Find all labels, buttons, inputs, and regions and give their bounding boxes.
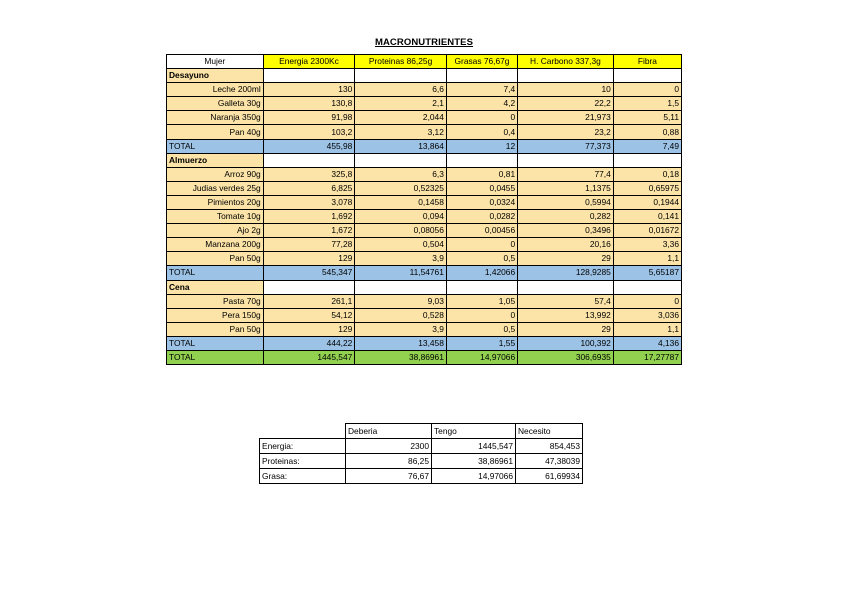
- value-cell: 103,2: [263, 125, 355, 139]
- value-cell: 0,0282: [446, 210, 517, 224]
- value-cell: 2,1: [355, 97, 447, 111]
- value-cell: 77,4: [518, 167, 614, 181]
- table-row: [167, 210, 682, 224]
- section-name: Cena: [167, 280, 264, 294]
- value-cell: 0,88: [613, 125, 681, 139]
- food-name: Ajo 2g: [167, 224, 264, 238]
- grand-total-value: 1445,547: [263, 350, 355, 364]
- value-cell: 130: [263, 83, 355, 97]
- empty-cell: [613, 280, 681, 294]
- value-cell: 1,1375: [518, 181, 614, 195]
- grand-total-value: 14,97066: [446, 350, 517, 364]
- value-cell: 0,4: [446, 125, 517, 139]
- food-name: Leche 200ml: [167, 83, 264, 97]
- summary-value: 2300: [346, 439, 432, 454]
- total-value: 11,54761: [355, 266, 447, 280]
- food-name: Tomate 10g: [167, 210, 264, 224]
- value-cell: 0,528: [355, 308, 447, 322]
- value-cell: 129: [263, 322, 355, 336]
- food-name: Pan 50g: [167, 322, 264, 336]
- value-cell: 0,0455: [446, 181, 517, 195]
- empty-cell: [518, 69, 614, 83]
- empty-cell: [446, 69, 517, 83]
- summary-value: 76,67: [346, 469, 432, 484]
- summary-value: 61,69934: [516, 469, 583, 484]
- empty-cell: [263, 280, 355, 294]
- value-cell: 21,973: [518, 111, 614, 125]
- table-row: [167, 125, 682, 139]
- total-value: 5,65187: [613, 266, 681, 280]
- value-cell: 1,1: [613, 322, 681, 336]
- value-cell: 4,2: [446, 97, 517, 111]
- section-row: [167, 280, 682, 294]
- empty-cell: [355, 153, 447, 167]
- food-name: Naranja 350g: [167, 111, 264, 125]
- summary-row: [260, 454, 583, 469]
- empty-cell: [518, 280, 614, 294]
- value-cell: 3,9: [355, 322, 447, 336]
- value-cell: 0,18: [613, 167, 681, 181]
- value-cell: 3,12: [355, 125, 447, 139]
- value-cell: 3,078: [263, 195, 355, 209]
- value-cell: 0: [446, 308, 517, 322]
- food-name: Pan 40g: [167, 125, 264, 139]
- section-row: [167, 153, 682, 167]
- table-row: [167, 195, 682, 209]
- value-cell: 0,00456: [446, 224, 517, 238]
- column-header: Grasas 76,67g: [446, 55, 517, 69]
- food-name: Pimientos 20g: [167, 195, 264, 209]
- summary-column-header: Necesito: [516, 424, 583, 439]
- value-cell: 20,16: [518, 238, 614, 252]
- table-row: [167, 167, 682, 181]
- grand-total-value: 306,6935: [518, 350, 614, 364]
- summary-table: [259, 423, 583, 484]
- value-cell: 57,4: [518, 294, 614, 308]
- value-cell: 0: [446, 238, 517, 252]
- section-row: [167, 69, 682, 83]
- summary-column-header: Tengo: [432, 424, 516, 439]
- value-cell: 0,1944: [613, 195, 681, 209]
- total-value: 545,347: [263, 266, 355, 280]
- summary-value: 38,86961: [432, 454, 516, 469]
- summary-label: Grasa:: [260, 469, 346, 484]
- value-cell: 0,5994: [518, 195, 614, 209]
- empty-cell: [355, 69, 447, 83]
- total-value: 13,458: [355, 336, 447, 350]
- value-cell: 0,65975: [613, 181, 681, 195]
- empty-cell: [518, 153, 614, 167]
- value-cell: 0,08056: [355, 224, 447, 238]
- value-cell: 3,9: [355, 252, 447, 266]
- grand-total-label: TOTAL: [167, 350, 264, 364]
- summary-column-header: Deberia: [346, 424, 432, 439]
- value-cell: 7,4: [446, 83, 517, 97]
- total-value: 77,373: [518, 139, 614, 153]
- grand-total-row: [167, 350, 682, 364]
- total-value: 7,49: [613, 139, 681, 153]
- page-title: MACRONUTRIENTES: [374, 37, 474, 48]
- value-cell: 1,692: [263, 210, 355, 224]
- column-header: H. Carbono 337,3g: [518, 55, 614, 69]
- summary-label: Energia:: [260, 439, 346, 454]
- empty-cell: [263, 69, 355, 83]
- value-cell: 0,01672: [613, 224, 681, 238]
- total-label: TOTAL: [167, 336, 264, 350]
- food-name: Galleta 30g: [167, 97, 264, 111]
- header-row: [167, 55, 682, 69]
- table-row: [167, 111, 682, 125]
- value-cell: 9,03: [355, 294, 447, 308]
- value-cell: 23,2: [518, 125, 614, 139]
- section-total-row: [167, 266, 682, 280]
- table-row: [167, 294, 682, 308]
- value-cell: 129: [263, 252, 355, 266]
- total-label: TOTAL: [167, 266, 264, 280]
- section-total-row: [167, 139, 682, 153]
- summary-value: 1445,547: [432, 439, 516, 454]
- food-name: Pan 50g: [167, 252, 264, 266]
- value-cell: 29: [518, 252, 614, 266]
- value-cell: 13,992: [518, 308, 614, 322]
- food-name: Manzana 200g: [167, 238, 264, 252]
- empty-cell: [263, 153, 355, 167]
- total-value: 13,864: [355, 139, 447, 153]
- table-row: [167, 322, 682, 336]
- column-header: Proteinas 86,25g: [355, 55, 447, 69]
- empty-cell: [355, 280, 447, 294]
- section-name: Almuerzo: [167, 153, 264, 167]
- summary-header-row: [260, 424, 583, 439]
- value-cell: 0,3496: [518, 224, 614, 238]
- value-cell: 54,12: [263, 308, 355, 322]
- food-name: Arroz 90g: [167, 167, 264, 181]
- total-value: 1,55: [446, 336, 517, 350]
- table-row: [167, 181, 682, 195]
- value-cell: 3,036: [613, 308, 681, 322]
- table-row: [167, 83, 682, 97]
- empty-corner: [260, 424, 346, 439]
- value-cell: 0,5: [446, 252, 517, 266]
- value-cell: 3,36: [613, 238, 681, 252]
- value-cell: 0,094: [355, 210, 447, 224]
- value-cell: 0,1458: [355, 195, 447, 209]
- total-label: TOTAL: [167, 139, 264, 153]
- value-cell: 0,81: [446, 167, 517, 181]
- total-value: 455,98: [263, 139, 355, 153]
- value-cell: 6,3: [355, 167, 447, 181]
- value-cell: 130,8: [263, 97, 355, 111]
- value-cell: 261,1: [263, 294, 355, 308]
- value-cell: 10: [518, 83, 614, 97]
- value-cell: 29: [518, 322, 614, 336]
- summary-value: 854,453: [516, 439, 583, 454]
- summary-label: Proteinas:: [260, 454, 346, 469]
- value-cell: 0,5: [446, 322, 517, 336]
- value-cell: 5,11: [613, 111, 681, 125]
- value-cell: 0: [613, 83, 681, 97]
- total-value: 4,136: [613, 336, 681, 350]
- column-header: Energia 2300Kc: [263, 55, 355, 69]
- value-cell: 0,52325: [355, 181, 447, 195]
- summary-value: 86,25: [346, 454, 432, 469]
- value-cell: 1,1: [613, 252, 681, 266]
- total-value: 12: [446, 139, 517, 153]
- value-cell: 0,141: [613, 210, 681, 224]
- table-row: [167, 252, 682, 266]
- summary-value: 14,97066: [432, 469, 516, 484]
- food-name: Pasta 70g: [167, 294, 264, 308]
- grand-total-value: 17,27787: [613, 350, 681, 364]
- grand-total-value: 38,86961: [355, 350, 447, 364]
- food-name: Judias verdes 25g: [167, 181, 264, 195]
- column-header: Fibra: [613, 55, 681, 69]
- value-cell: 0,0324: [446, 195, 517, 209]
- macronutrients-table: [166, 54, 682, 365]
- value-cell: 1,672: [263, 224, 355, 238]
- value-cell: 91,98: [263, 111, 355, 125]
- total-value: 128,9285: [518, 266, 614, 280]
- empty-cell: [446, 153, 517, 167]
- food-name: Pera 150g: [167, 308, 264, 322]
- section-name: Desayuno: [167, 69, 264, 83]
- total-value: 1,42066: [446, 266, 517, 280]
- empty-cell: [613, 69, 681, 83]
- value-cell: 0,504: [355, 238, 447, 252]
- value-cell: 0,282: [518, 210, 614, 224]
- total-value: 444,22: [263, 336, 355, 350]
- total-value: 100,392: [518, 336, 614, 350]
- value-cell: 2,044: [355, 111, 447, 125]
- table-row: [167, 97, 682, 111]
- value-cell: 325,8: [263, 167, 355, 181]
- summary-row: [260, 439, 583, 454]
- value-cell: 1,5: [613, 97, 681, 111]
- value-cell: 0: [446, 111, 517, 125]
- value-cell: 6,6: [355, 83, 447, 97]
- section-total-row: [167, 336, 682, 350]
- table-row: [167, 308, 682, 322]
- summary-row: [260, 469, 583, 484]
- table-row: [167, 238, 682, 252]
- value-cell: 77,28: [263, 238, 355, 252]
- column-header: Mujer: [167, 55, 264, 69]
- value-cell: 1,05: [446, 294, 517, 308]
- empty-cell: [613, 153, 681, 167]
- value-cell: 22,2: [518, 97, 614, 111]
- empty-cell: [446, 280, 517, 294]
- value-cell: 6,825: [263, 181, 355, 195]
- summary-value: 47,38039: [516, 454, 583, 469]
- table-row: [167, 224, 682, 238]
- value-cell: 0: [613, 294, 681, 308]
